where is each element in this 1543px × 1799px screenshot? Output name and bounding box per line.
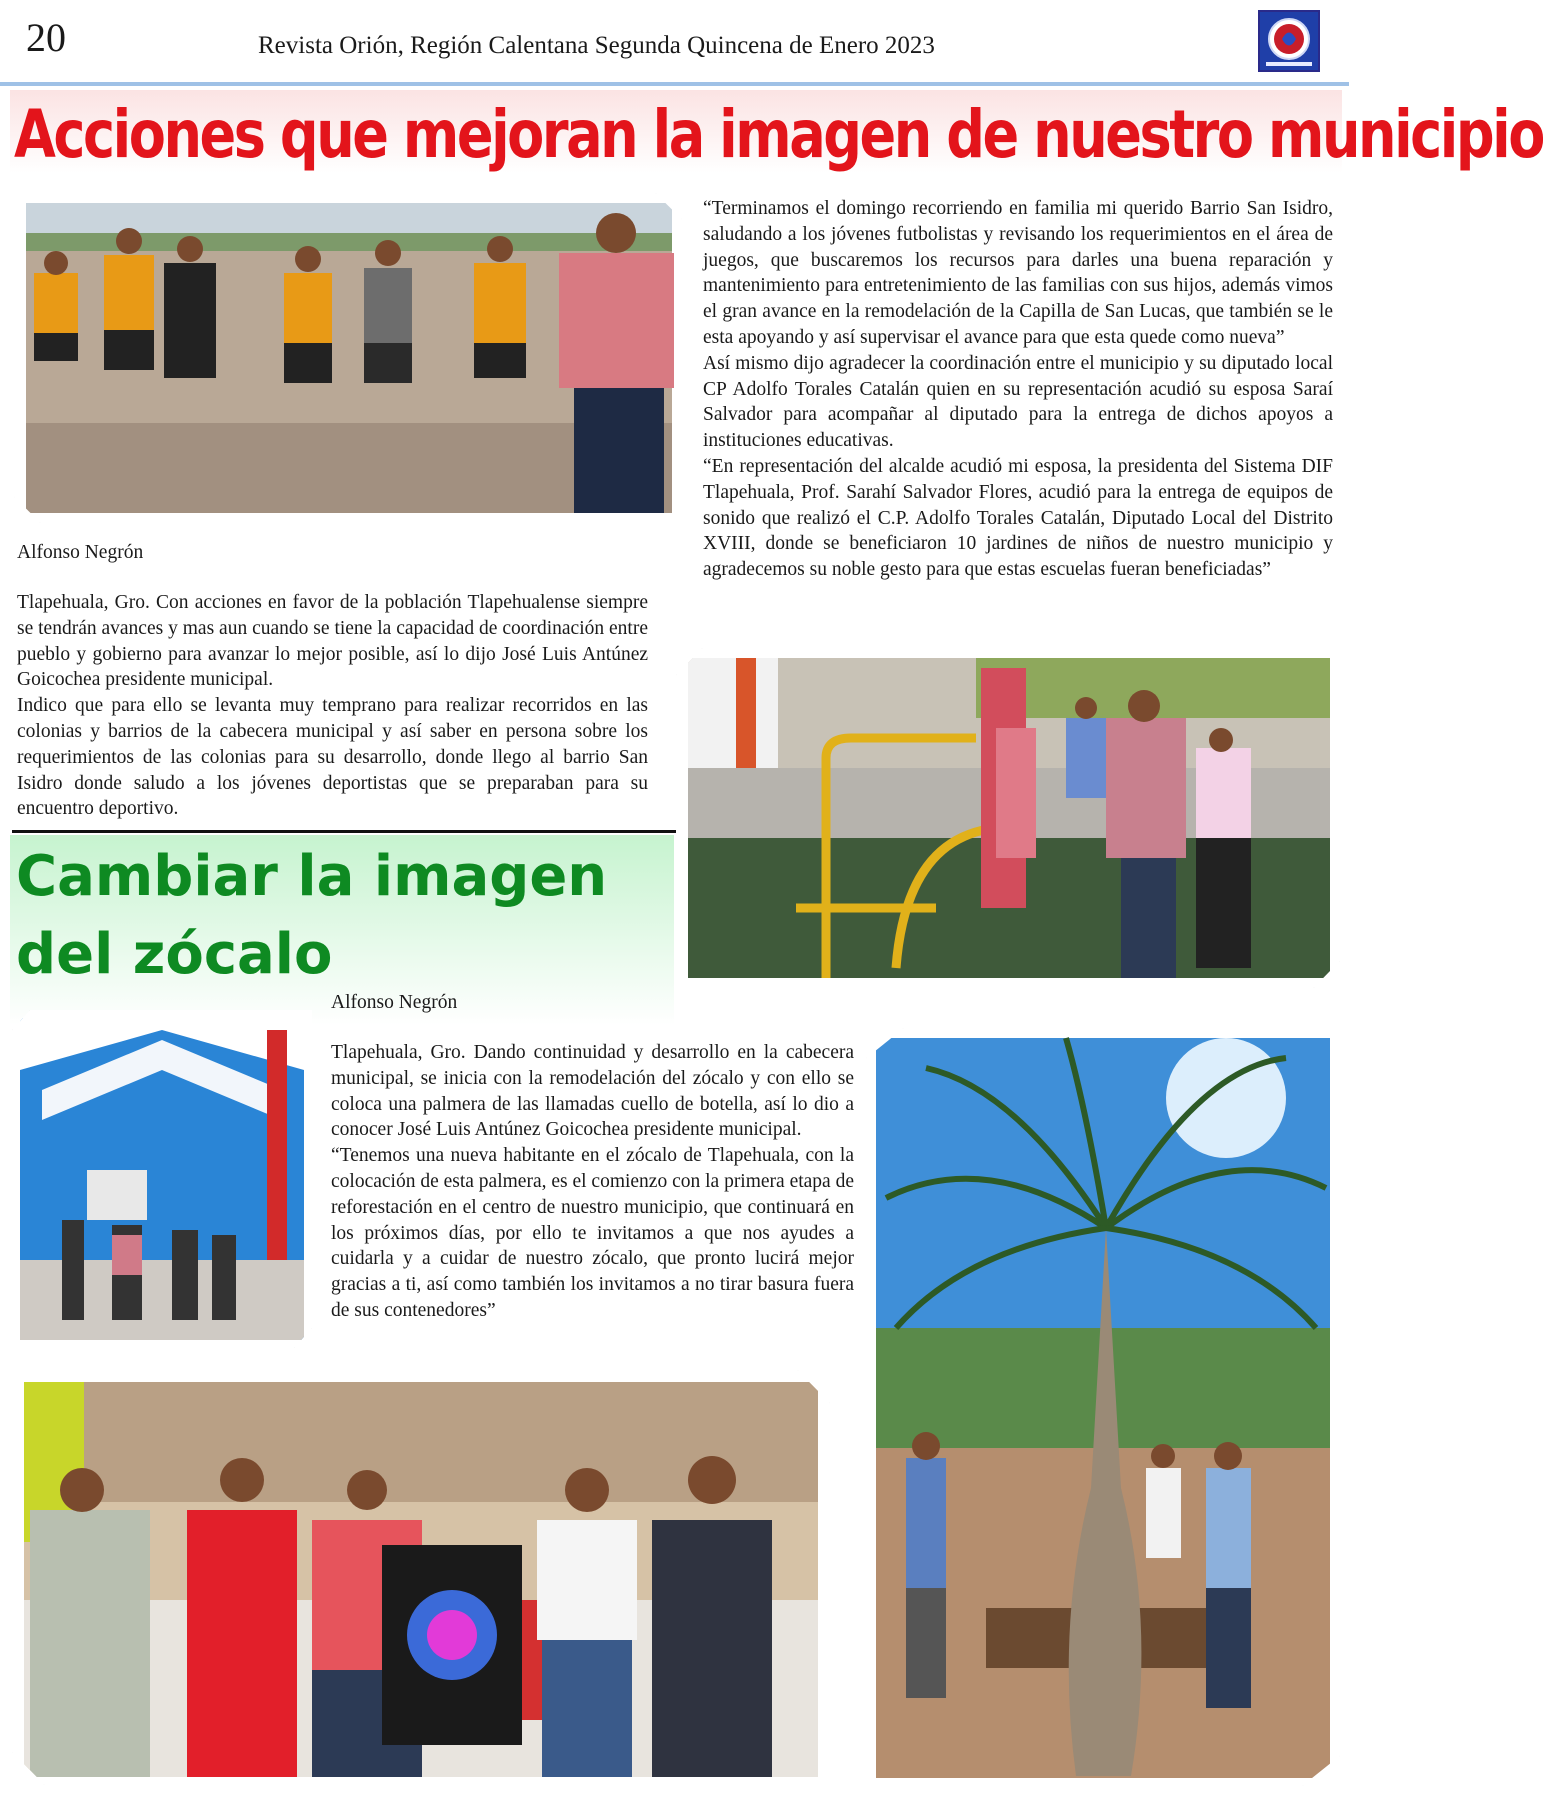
paragraph: Indico que para ello se levanta muy temprano para realizar recorridos en las colonias y barrios de la cabecera municipal y así saber en persona sobre los requerimientos de las colonias para su desarrollo, donde llego al barrio San Isidro donde saludo a los jóvenes deportistas que se preparaban para su encuentro deportivo. bbox=[17, 695, 648, 820]
paragraph: Tlapehuala, Gro. Con acciones en favor de la población Tlapehualense siempre se tendrán avances y mas aun cuando se tiene la capacidad de coordinación entre pueblo y gobierno para avanzar lo mejor posible, así lo dijo José Luis Antúnez Goicochea presidente municipal. bbox=[17, 592, 648, 691]
photo-playground-inspection bbox=[676, 648, 1340, 988]
page-number: 20 bbox=[26, 15, 66, 60]
magazine-header-title: Revista Orión, Región Calentana Segunda Quincena de Enero 2023 bbox=[258, 32, 935, 59]
paragraph: “Tenemos una nueva habitante en el zócalo de Tlapehuala, con la colocación de esta palmera, es el comienzo con la primera etapa de reforestación en el centro de nuestro municipio, que continuará en los próximos días, por ello te invitamos a que nos ayudes a cuidarla y a cuidar de nuestro zócalo, que pronto lucirá mejor gracias a ti, así como también los invitamos a no tirar basura fuera de sus contenedores” bbox=[331, 1145, 854, 1321]
photo-youth-footballers bbox=[14, 193, 682, 523]
article2-headline-line1: Cambiar la imagen bbox=[16, 844, 608, 909]
photo-palm-tree-zocalo bbox=[866, 1028, 1340, 1786]
article1-body-left bbox=[17, 590, 648, 822]
radio-orion-logo bbox=[1258, 10, 1320, 72]
photo-sound-equipment-delivery bbox=[12, 1370, 830, 1785]
article2-byline: Alfonso Negrón bbox=[331, 992, 458, 1013]
article1-headline: Acciones que mejoran la imagen de nuestro municipio bbox=[14, 96, 1543, 173]
section-divider bbox=[12, 830, 676, 833]
article1-body-right bbox=[703, 196, 1333, 583]
paragraph: “Terminamos el domingo recorriendo en familia mi querido Barrio San Isidro, saludando a los jóvenes futbolistas y revisando los requerimientos en el área de juegos, que buscaremos los recursos para darles una buena reparación y mantenimiento para entretenimiento de las familias con sus hijos, además vimos el gran avance en la remodelación de la Capilla de San Lucas, que también se le esta apoyando y así supervisar el avance para que esta quede como nueva” bbox=[703, 198, 1333, 348]
paragraph: Así mismo dijo agradecer la coordinación entre el municipio y su diputado local CP Adolfo Torales Catalán quien en su representación acudió su esposa Saraí Salvador para acompañar al diputado para la entrega de dichos apoyos a instituciones educativas. bbox=[703, 352, 1333, 452]
paragraph: “En representación del alcalde acudió mi esposa, la presidenta del Sistema DIF Tlapehuala, Prof. Sarahí Salvador Flores, acudió para la entrega de equipos de sonido que realizó el C.P. Adolfo Torales Catalán, Diputado Local del Distrito XVIII, donde se beneficiaron 10 jardines de niños de nuestro municipio y agradecemos su noble gesto para que estas escuelas fueran beneficiadas” bbox=[703, 455, 1333, 581]
article2-headline-line2: del zócalo bbox=[16, 922, 333, 987]
paragraph: Tlapehuala, Gro. Dando continuidad y desarrollo en la cabecera municipal, se inicia con la remodelación del zócalo y con ello se coloca una palmera de las llamadas cuello de botella, así lo dio a conocer José Luis Antúnez Goicochea presidente municipal. bbox=[331, 1042, 854, 1141]
photo-chapel-interior bbox=[12, 1010, 312, 1348]
article2-body bbox=[331, 1040, 854, 1324]
article1-byline: Alfonso Negrón bbox=[17, 542, 144, 563]
article2-headline bbox=[16, 838, 656, 994]
header-divider bbox=[0, 82, 1349, 86]
